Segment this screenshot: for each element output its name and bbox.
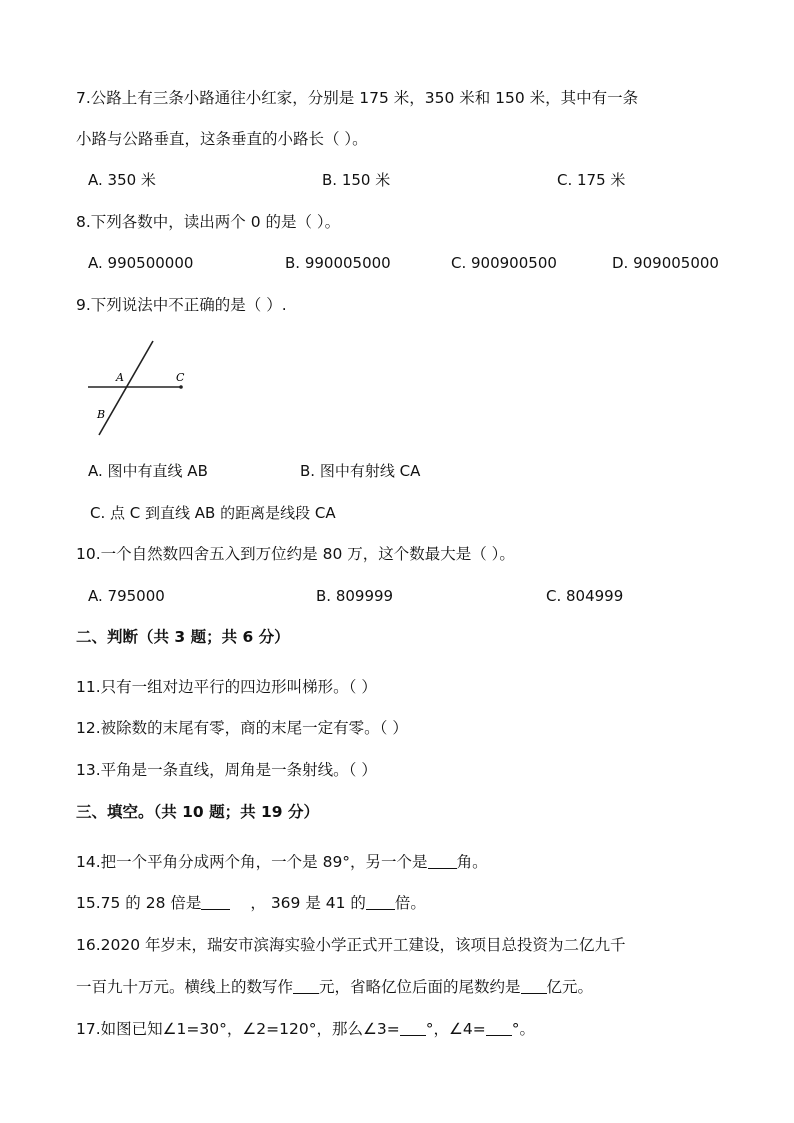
q15-line: [76, 892, 426, 914]
point-c: [179, 385, 183, 389]
q9-option-c: C. 点 C 到直线 AB 的距离是线段 CA: [90, 504, 336, 522]
q17-answer-blank-2[interactable]: [486, 1019, 512, 1036]
q7-option-c: C. 175 米: [557, 171, 626, 189]
q11-text: 11.只有一组对边平行的四边形叫梯形。（ ）: [76, 678, 377, 696]
q8-option-b: B. 990005000: [285, 254, 391, 272]
q7-text-line1: 7.公路上有三条小路通往小红家，分别是 175 米，350 米和 150 米，其中有一条: [76, 89, 639, 107]
q10-option-b: B. 809999: [316, 587, 394, 605]
q16-text-part2: 元，省略亿位后面的尾数约是: [319, 978, 521, 996]
q15-text-part1: 15.75 的 28 倍是: [76, 894, 202, 912]
q17-text-part1: 17.如图已知∠1=30°，∠2=120°，那么∠3=: [76, 1020, 400, 1038]
q7-option-a: A. 350 米: [88, 171, 156, 189]
q8-option-c: C. 900900500: [451, 254, 557, 272]
line-ab: [99, 341, 153, 435]
label-c: C: [176, 371, 185, 384]
q7-text-line2: 小路与公路垂直，这条垂直的小路长（ ）。: [76, 130, 368, 148]
q12-text: 12.被除数的末尾有零，商的末尾一定有零。（ ）: [76, 719, 408, 737]
q10-option-a: A. 795000: [88, 587, 165, 605]
q17-text-part3: °。: [511, 1020, 535, 1038]
q15-answer-blank-1[interactable]: [201, 893, 230, 910]
q13-text: 13.平角是一条直线，周角是一条射线。（ ）: [76, 761, 377, 779]
q8-option-a: A. 990500000: [88, 254, 194, 272]
q9-option-a: A. 图中有直线 AB: [88, 462, 208, 480]
q9-text: 9.下列说法中不正确的是（ ）.: [76, 296, 287, 314]
q8-text: 8.下列各数中，读出两个 0 的是（ ）。: [76, 213, 341, 231]
q15-answer-blank-2[interactable]: [366, 893, 395, 910]
q9-option-b: B. 图中有射线 CA: [300, 462, 421, 480]
q16-answer-blank-2[interactable]: [521, 977, 547, 994]
section2-title: 二、判断（共 3 题；共 6 分）: [76, 628, 290, 646]
q16-text-part3: 亿元。: [546, 978, 594, 996]
label-b: B: [97, 408, 106, 421]
q17-answer-blank-1[interactable]: [400, 1019, 426, 1036]
q8-option-d: D. 909005000: [612, 254, 719, 272]
q16-answer-blank-1[interactable]: [293, 977, 319, 994]
q16-text-line1: 16.2020 年岁末，瑞安市滨海实验小学正式开工建设，该项目总投资为二亿九千: [76, 936, 626, 954]
q10-option-c: C. 804999: [546, 587, 624, 605]
q16-text-part1: 一百九十万元。横线上的数写作: [76, 978, 294, 996]
q17-text-part2: °，∠4=: [425, 1020, 486, 1038]
q14-text-after: 角。: [456, 853, 488, 871]
section3-title: 三、填空。（共 10 题；共 19 分）: [76, 803, 319, 821]
q10-text: 10.一个自然数四舍五入到万位约是 80 万，这个数最大是（ ）。: [76, 545, 515, 563]
q14-text-before: 14.把一个平角分成两个角，一个是 89°，另一个是: [76, 853, 428, 871]
q17-line: [76, 1018, 535, 1040]
q15-text-part3: 倍。: [394, 894, 426, 912]
q14-answer-blank[interactable]: [428, 852, 457, 869]
q9-geometry-figure: [80, 335, 200, 440]
q15-text-part2: ， 369 是 41 的: [250, 894, 366, 912]
label-a: A: [116, 371, 124, 384]
q16-line2: [76, 976, 593, 998]
q7-option-b: B. 150 米: [322, 171, 391, 189]
q14-line: [76, 851, 488, 873]
